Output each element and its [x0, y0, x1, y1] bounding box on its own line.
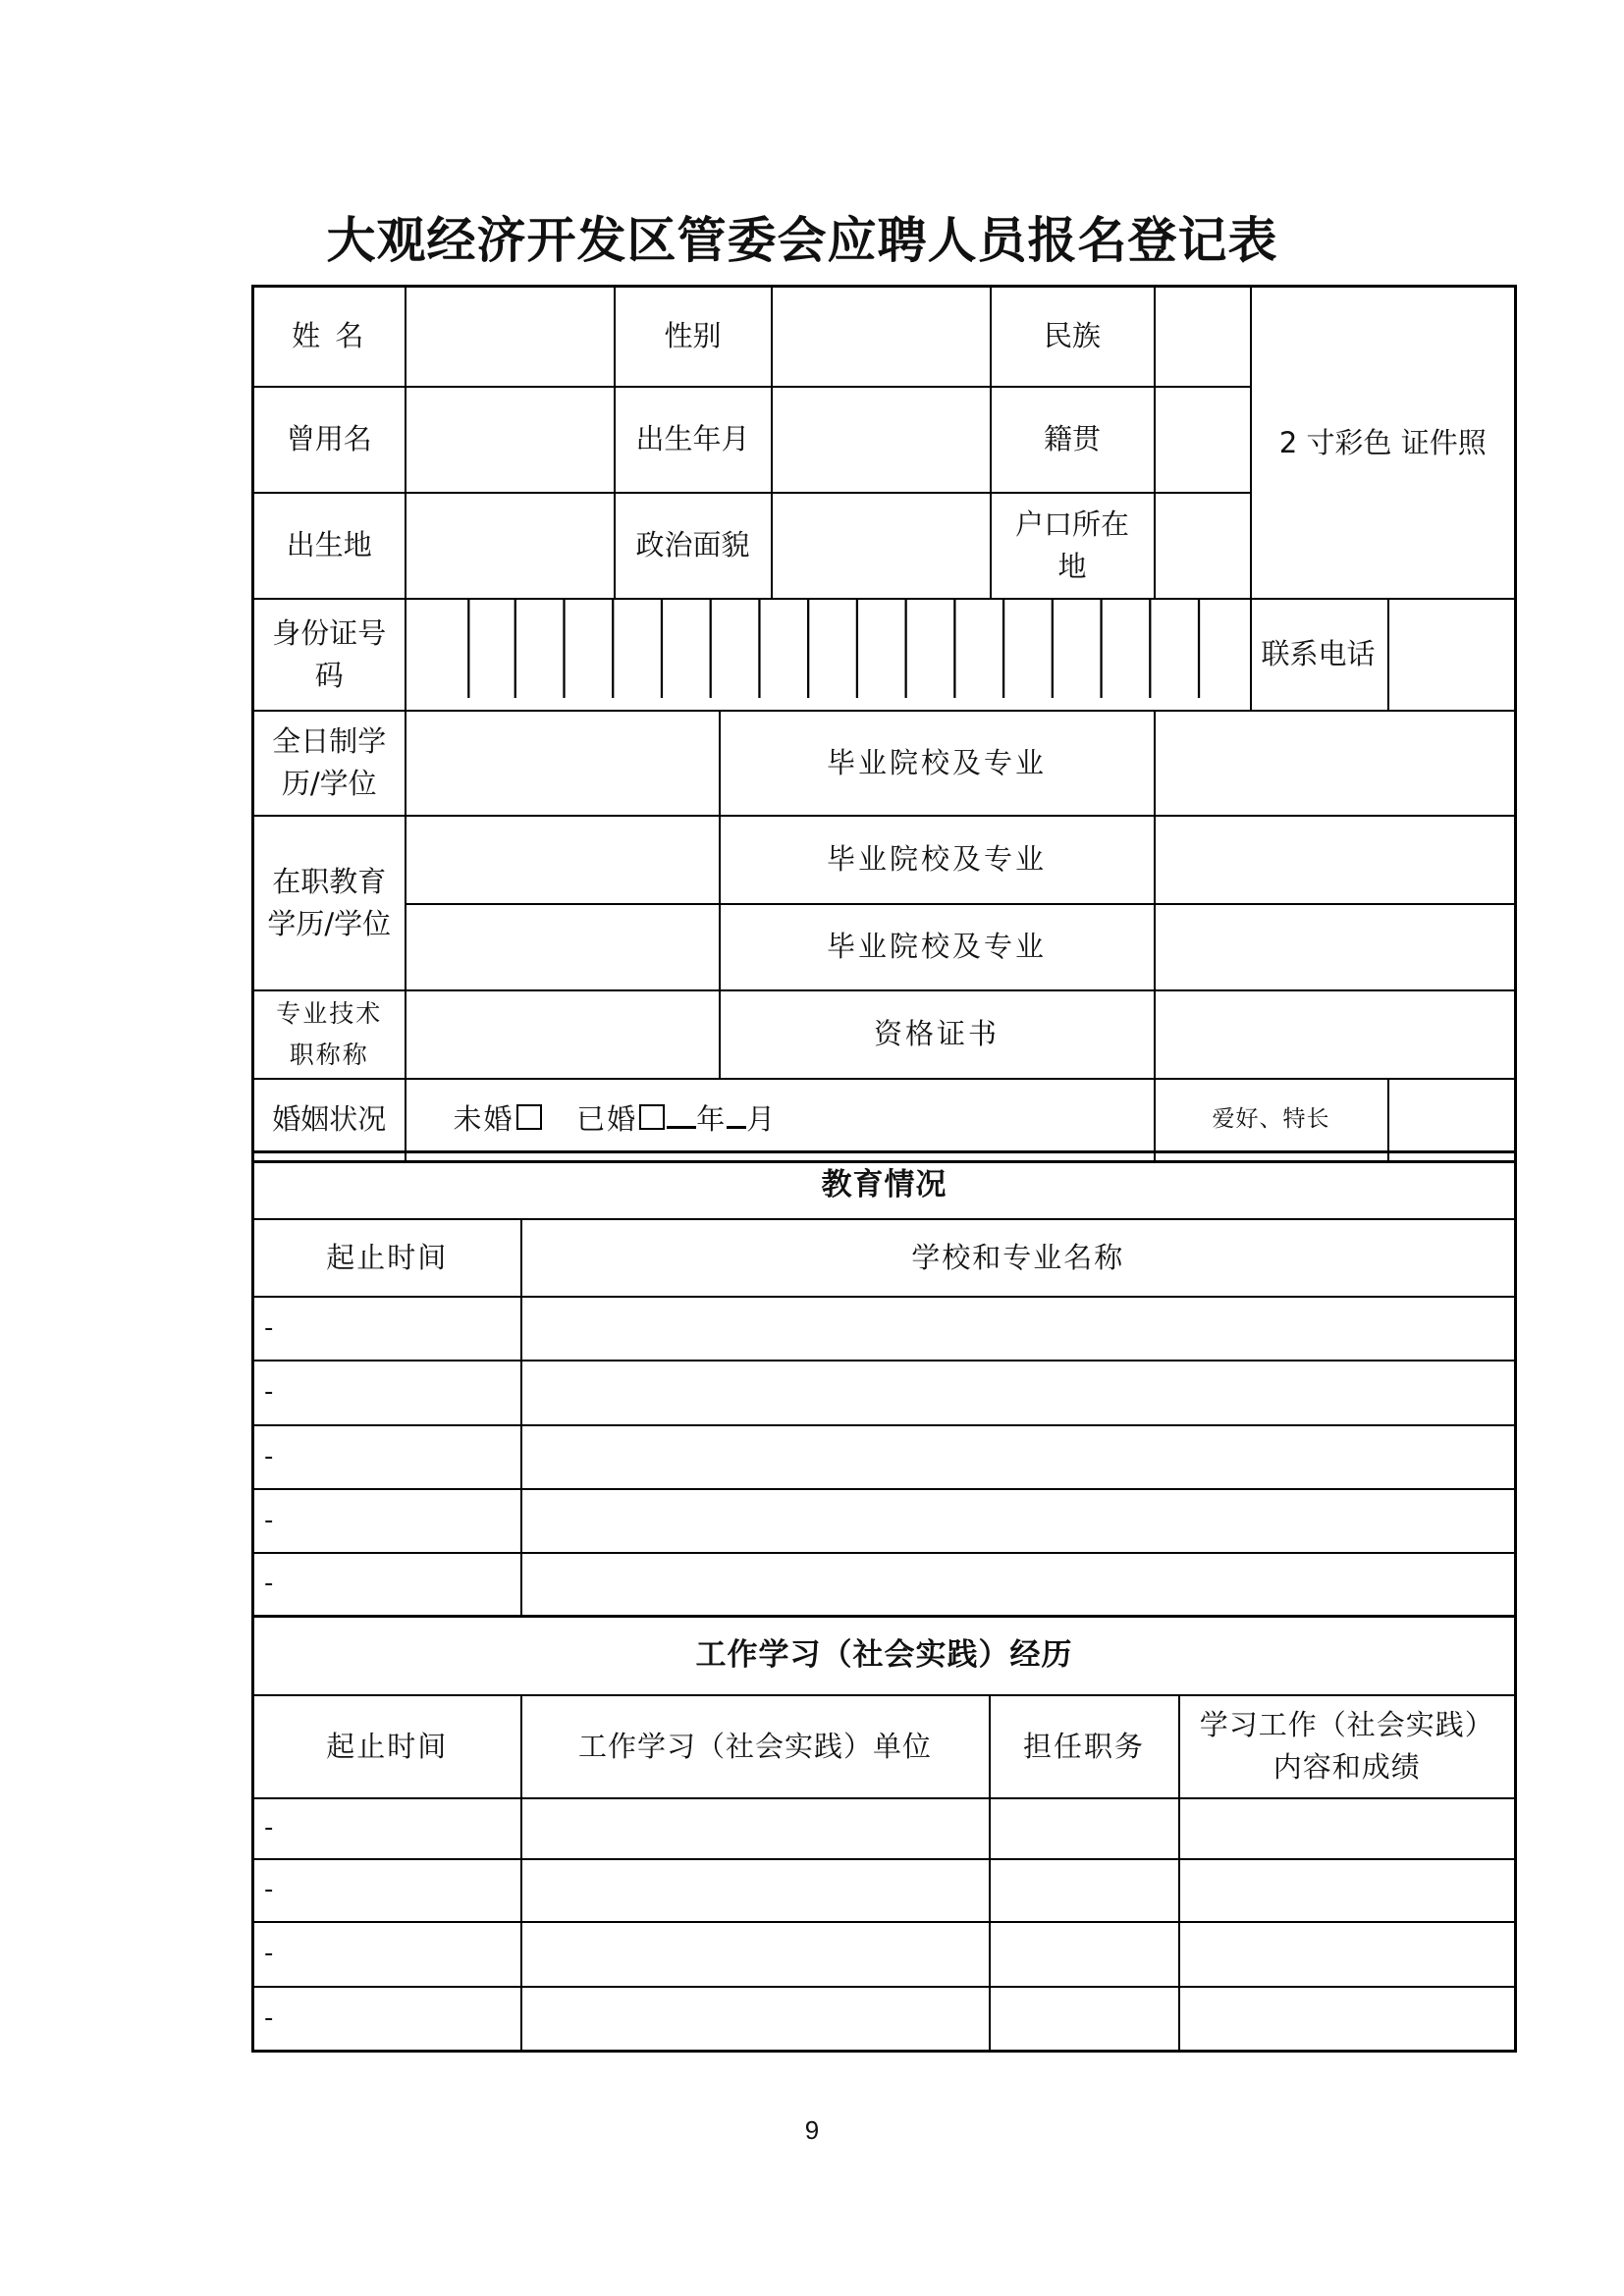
inservice-edu-label: 在职教育学历/学位 [253, 816, 406, 990]
fulltime-edu-field[interactable] [406, 711, 720, 816]
work-col-position: 担任职务 [990, 1695, 1179, 1798]
year-blank[interactable] [667, 1100, 696, 1129]
name-field[interactable] [406, 287, 615, 387]
hobbies-field[interactable] [1388, 1079, 1516, 1162]
work-row-time[interactable]: - [253, 1798, 521, 1859]
unmarried-label: 未婚 [453, 1102, 514, 1137]
work-row-content[interactable] [1179, 1798, 1516, 1859]
certificate-field[interactable] [1155, 990, 1516, 1079]
education-heading: 教育情况 [253, 1152, 1516, 1219]
certificate-label: 资格证书 [720, 990, 1155, 1079]
title-rank-field[interactable] [406, 990, 720, 1079]
work-col-content: 学习工作（社会实践）内容和成绩 [1179, 1695, 1516, 1798]
phone-field[interactable] [1388, 599, 1516, 711]
education-table [251, 1150, 1517, 1618]
work-row-position[interactable] [990, 1859, 1179, 1922]
political-status-field[interactable] [772, 493, 991, 599]
former-name-label: 曾用名 [253, 387, 406, 493]
education-row-time[interactable]: - [253, 1297, 521, 1361]
education-row-school[interactable] [521, 1553, 1516, 1617]
page-number: 9 [804, 2115, 820, 2145]
work-row-time[interactable]: - [253, 1922, 521, 1987]
marital-options [406, 1079, 1155, 1162]
fulltime-edu-label: 全日制学历/学位 [253, 711, 406, 816]
political-status-label: 政治面貌 [615, 493, 772, 599]
school-major-field-3[interactable] [1155, 904, 1516, 990]
work-row-time[interactable]: - [253, 1859, 521, 1922]
school-major-field-2[interactable] [1155, 816, 1516, 904]
school-major-field-1[interactable] [1155, 711, 1516, 816]
name-label: 姓 名 [253, 287, 406, 387]
work-row-time[interactable]: - [253, 1987, 521, 2052]
work-col-time: 起止时间 [253, 1695, 521, 1798]
work-row-unit[interactable] [521, 1987, 990, 2052]
education-row-school[interactable] [521, 1361, 1516, 1425]
work-row-position[interactable] [990, 1987, 1179, 2052]
school-major-label-2: 毕业院校及专业 [720, 816, 1155, 904]
education-row-school[interactable] [521, 1425, 1516, 1489]
native-place-field[interactable] [1155, 387, 1251, 493]
work-row-unit[interactable] [521, 1798, 990, 1859]
education-col-time: 起止时间 [253, 1219, 521, 1297]
married-checkbox[interactable] [639, 1104, 665, 1130]
birth-date-field[interactable] [772, 387, 991, 493]
photo-placeholder: 2 寸彩色 证件照 [1251, 287, 1516, 599]
id-number-label: 身份证号码 [253, 599, 406, 711]
work-row-position[interactable] [990, 1798, 1179, 1859]
education-row-time[interactable]: - [253, 1425, 521, 1489]
unmarried-checkbox[interactable] [516, 1104, 542, 1130]
work-row-content[interactable] [1179, 1987, 1516, 2052]
birthplace-label: 出生地 [253, 493, 406, 599]
former-name-field[interactable] [406, 387, 615, 493]
work-col-unit: 工作学习（社会实践）单位 [521, 1695, 990, 1798]
gender-field[interactable] [772, 287, 991, 387]
month-blank[interactable] [727, 1100, 746, 1129]
work-row-content[interactable] [1179, 1859, 1516, 1922]
education-row-school[interactable] [521, 1489, 1516, 1553]
education-row-time[interactable]: - [253, 1553, 521, 1617]
work-heading: 工作学习（社会实践）经历 [253, 1617, 1516, 1695]
household-field[interactable] [1155, 493, 1251, 599]
birth-date-label: 出生年月 [615, 387, 772, 493]
registration-form-table [251, 285, 1517, 1163]
phone-label: 联系电话 [1251, 599, 1388, 711]
gender-label: 性别 [615, 287, 772, 387]
id-number-field[interactable] [406, 599, 1251, 711]
hobbies-label: 爱好、特长 [1155, 1079, 1388, 1162]
marital-label: 婚姻状况 [253, 1079, 406, 1162]
work-row-position[interactable] [990, 1922, 1179, 1987]
household-label: 户口所在地 [991, 493, 1155, 599]
month-label: 月 [746, 1102, 778, 1137]
work-row-content[interactable] [1179, 1922, 1516, 1987]
year-label: 年 [696, 1102, 728, 1137]
ethnicity-field[interactable] [1155, 287, 1251, 387]
work-history-table [251, 1615, 1517, 2053]
school-major-label-1: 毕业院校及专业 [720, 711, 1155, 816]
education-row-time[interactable]: - [253, 1489, 521, 1553]
married-label: 已婚 [576, 1102, 638, 1137]
form-title: 大观经济开发区管委会应聘人员报名登记表 [326, 211, 1278, 269]
education-row-time[interactable]: - [253, 1361, 521, 1425]
birthplace-field[interactable] [406, 493, 615, 599]
work-row-unit[interactable] [521, 1922, 990, 1987]
inservice-edu-field-2[interactable] [406, 904, 720, 990]
title-rank-label: 专业技术职称称 [253, 990, 406, 1079]
school-major-label-3: 毕业院校及专业 [720, 904, 1155, 990]
education-row-school[interactable] [521, 1297, 1516, 1361]
ethnicity-label: 民族 [991, 287, 1155, 387]
work-row-unit[interactable] [521, 1859, 990, 1922]
inservice-edu-field-1[interactable] [406, 816, 720, 904]
education-col-school: 学校和专业名称 [521, 1219, 1516, 1297]
id-digit-boxes [406, 600, 1250, 698]
native-place-label: 籍贯 [991, 387, 1155, 493]
